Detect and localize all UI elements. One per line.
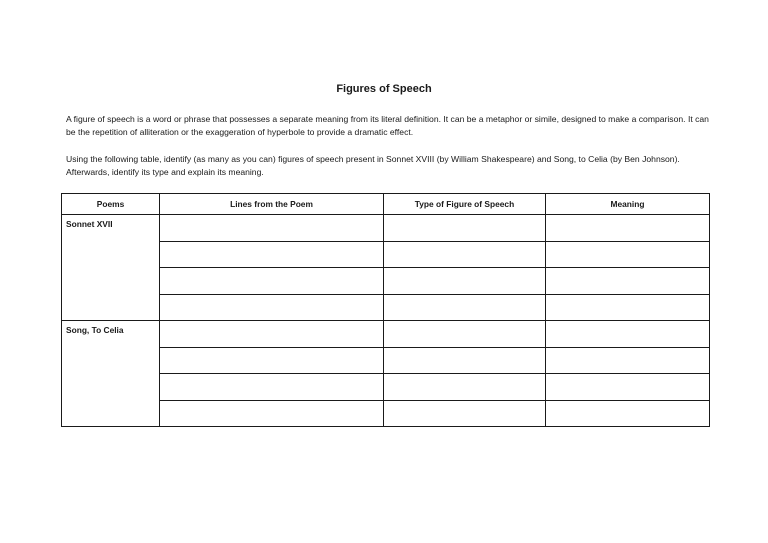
instructions-paragraph: Using the following table, identify (as many as you can) figures of speech present in Sonnet XVIII (by William Shakespeare) and Song, to Celia (by Ben Johnson). Afterwards, identify its type and explain its meaning.	[66, 154, 680, 177]
lines-cell[interactable]	[160, 268, 384, 295]
meaning-cell[interactable]	[546, 400, 710, 427]
type-cell[interactable]	[384, 400, 546, 427]
meaning-cell[interactable]	[546, 215, 710, 242]
meaning-cell[interactable]	[546, 268, 710, 295]
header-lines: Lines from the Poem	[160, 194, 384, 215]
meaning-cell[interactable]	[546, 347, 710, 374]
type-cell[interactable]	[384, 321, 546, 348]
type-cell[interactable]	[384, 294, 546, 321]
poem-cell-sonnet: Sonnet XVII	[62, 215, 160, 321]
meaning-cell[interactable]	[546, 374, 710, 401]
intro-paragraph: A figure of speech is a word or phrase that possesses a separate meaning from its literal definition. It can be a metaphor or simile, designed to make a comparison. It can be the repetition of alliteration or the exaggeration of hyperbole to provide a dramatic effect.	[66, 114, 709, 137]
table-row	[62, 400, 710, 427]
lines-cell[interactable]	[160, 321, 384, 348]
type-cell[interactable]	[384, 347, 546, 374]
lines-cell[interactable]	[160, 347, 384, 374]
lines-cell[interactable]	[160, 241, 384, 268]
table-row	[62, 268, 710, 295]
type-cell[interactable]	[384, 374, 546, 401]
table-row	[62, 321, 710, 348]
header-meaning: Meaning	[546, 194, 710, 215]
table-row	[62, 241, 710, 268]
meaning-cell[interactable]	[546, 321, 710, 348]
table-row	[62, 215, 710, 242]
header-type: Type of Figure of Speech	[384, 194, 546, 215]
header-poems: Poems	[62, 194, 160, 215]
lines-cell[interactable]	[160, 294, 384, 321]
meaning-cell[interactable]	[546, 294, 710, 321]
type-cell[interactable]	[384, 268, 546, 295]
figures-of-speech-table	[61, 193, 710, 427]
meaning-cell[interactable]	[546, 241, 710, 268]
lines-cell[interactable]	[160, 374, 384, 401]
page-title: Figures of Speech	[336, 83, 432, 95]
type-cell[interactable]	[384, 215, 546, 242]
poem-cell-celia: Song, To Celia	[62, 321, 160, 427]
table-row	[62, 294, 710, 321]
table-row	[62, 374, 710, 401]
lines-cell[interactable]	[160, 400, 384, 427]
table-row	[62, 347, 710, 374]
table-header-row	[62, 194, 710, 215]
type-cell[interactable]	[384, 241, 546, 268]
lines-cell[interactable]	[160, 215, 384, 242]
